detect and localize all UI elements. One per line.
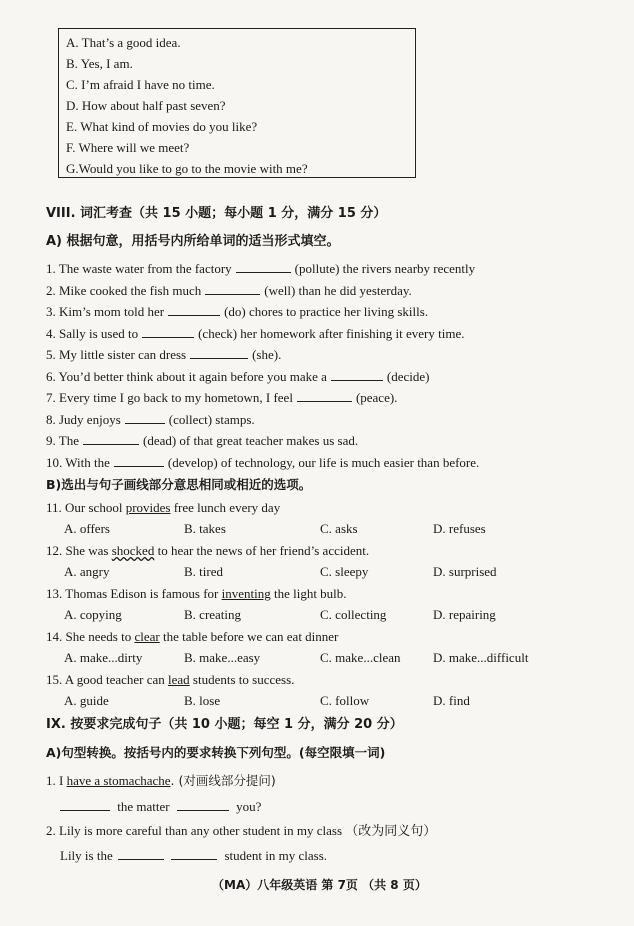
choice-option[interactable]: C. collecting [320, 607, 387, 622]
choice-question-underlined-word: shocked [111, 543, 155, 558]
choice-question-suffix: the light bulb. [270, 586, 347, 601]
answer-blank[interactable] [118, 846, 164, 860]
choice-option[interactable]: C. asks [320, 521, 358, 536]
choice-option[interactable]: A. angry [64, 564, 110, 579]
vocab-question [46, 367, 429, 386]
choice-option[interactable]: B. make...easy [184, 650, 261, 665]
vocab-question-hint: (dead) of that great teacher makes us sad. [142, 433, 359, 448]
answer-post-text: student in my class. [224, 848, 328, 863]
choice-question [46, 542, 369, 560]
choice-question-suffix: to hear the news of her friend’s accident. [154, 543, 370, 558]
dialogue-option: F. Where will we meet? [66, 140, 190, 155]
vocab-question [46, 345, 281, 364]
choice-question-suffix: free lunch every day [170, 500, 281, 515]
choice-question-prefix: 15. A good teacher can [46, 672, 169, 687]
vocab-question [46, 302, 428, 321]
vocab-question-hint: (decide) [386, 368, 430, 384]
choice-option[interactable]: A. copying [64, 607, 122, 622]
choice-question-prefix: 12. She was [46, 543, 112, 558]
choice-question-prefix: 11. Our school [46, 500, 126, 515]
dialogue-option: B. Yes, I am. [66, 56, 133, 71]
answer-blank[interactable] [83, 431, 139, 445]
question-9-1-underlined: have a stomachache [66, 773, 171, 788]
answer-blank[interactable] [297, 388, 352, 402]
choice-option[interactable]: A. offers [64, 521, 110, 536]
choice-question [46, 585, 347, 603]
answer-blank[interactable] [171, 846, 217, 860]
vocab-question-text: 2. Mike cooked the fish much [46, 282, 202, 298]
choice-question-prefix: 13. Thomas Edison is famous for [46, 586, 222, 601]
choice-option[interactable]: B. takes [184, 521, 226, 536]
choice-option[interactable]: B. lose [184, 693, 221, 708]
vocab-question-text: 4. Sally is used to [46, 325, 139, 341]
question-9-1-answer [60, 797, 261, 816]
choice-option[interactable]: A. guide [64, 693, 109, 708]
vocab-question-hint: (collect) stamps. [168, 411, 255, 427]
vocab-question-hint: (well) than he did yesterday. [264, 282, 412, 298]
dialogue-option: E. What kind of movies do you like? [66, 119, 258, 134]
choice-option[interactable]: C. sleepy [320, 564, 369, 579]
question-9-1 [46, 772, 276, 790]
vocab-question-hint: (check) her homework after finishing it every time. [198, 325, 465, 341]
vocab-question [46, 388, 397, 407]
question-9-1-prefix: 1. I [46, 773, 67, 788]
answer-blank[interactable] [114, 453, 164, 467]
question-9-2-answer [60, 846, 327, 865]
answer-blank[interactable] [331, 367, 383, 381]
section-9-part-a-title: A)句型转换。按括号内的要求转换下列句型。(每空限填一词) [46, 745, 386, 760]
question-9-2 [46, 822, 436, 840]
vocab-question [46, 259, 475, 278]
answer-blank[interactable] [142, 324, 194, 338]
vocab-question [46, 281, 412, 300]
section-9-title: IX. 按要求完成句子（共 10 小题；每空 1 分，满分 20 分） [46, 717, 403, 732]
vocab-question-hint: (peace). [355, 390, 398, 405]
vocab-question-text: 3. Kim’s mom told her [46, 304, 165, 319]
choice-question-underlined-word: lead [168, 672, 190, 687]
answer-pre-text: Lily is the [60, 848, 113, 863]
choice-option[interactable]: D. make...difficult [433, 650, 529, 665]
dialogue-option: G.Would you like to go to the movie with me? [66, 161, 308, 176]
answer-blank[interactable] [177, 797, 229, 811]
page-footer: （MA）八年级英语 第 7页 （共 8 页） [212, 878, 427, 892]
vocab-question [46, 324, 465, 343]
vocab-question [46, 453, 479, 472]
choice-question-suffix: students to success. [189, 672, 295, 687]
dialogue-option: A. That’s a good idea. [66, 35, 181, 50]
choice-question-prefix: 14. She needs to [46, 629, 135, 644]
choice-option[interactable]: A. make...dirty [64, 650, 143, 665]
question-9-1-suffix: . (对画线部分提问) [170, 773, 276, 788]
dialogue-options-box [58, 28, 416, 178]
vocab-question-text: 7. Every time I go back to my hometown, I feel [46, 390, 293, 405]
choice-option[interactable]: B. creating [184, 607, 242, 622]
choice-option[interactable]: B. tired [184, 564, 223, 579]
choice-option[interactable]: D. refuses [433, 521, 486, 536]
choice-question-underlined-word: provides [125, 500, 171, 515]
answer-end-text: you? [236, 799, 262, 814]
answer-blank[interactable] [236, 259, 291, 273]
choice-question [46, 499, 280, 517]
vocab-question-text: 5. My little sister can dress [46, 347, 187, 362]
vocab-question [46, 410, 255, 429]
choice-option[interactable]: C. follow [320, 693, 370, 708]
answer-blank[interactable] [190, 345, 248, 359]
choice-question [46, 671, 294, 689]
choice-question-suffix: the table before we can eat dinner [159, 629, 339, 644]
answer-mid-text: the matter [117, 799, 170, 814]
choice-option[interactable]: D. find [433, 693, 470, 708]
section-8-title: VIII. 词汇考查（共 15 小题；每小题 1 分，满分 15 分） [46, 206, 387, 221]
choice-option[interactable]: D. surprised [433, 564, 497, 579]
vocab-question-text: 1. The waste water from the factory [46, 261, 232, 276]
question-9-2-text: 2. Lily is more careful than any other student in my class （改为同义句） [46, 823, 437, 838]
answer-blank[interactable] [125, 410, 165, 424]
vocab-question-hint: (do) chores to practice her living skills. [224, 304, 429, 319]
vocab-question-hint: (she). [252, 347, 282, 362]
choice-option[interactable]: D. repairing [433, 607, 496, 622]
dialogue-option: C. I’m afraid I have no time. [66, 77, 215, 92]
answer-blank[interactable] [168, 302, 220, 316]
choice-question-underlined-word: clear [134, 629, 160, 644]
vocab-question-text: 6. You’d better think about it again before you make a [46, 368, 327, 384]
vocab-question-text: 8. Judy enjoys [46, 411, 121, 427]
vocab-question-hint: (develop) of technology, our life is much easier than before. [167, 454, 480, 470]
vocab-question-text: 10. With the [46, 454, 110, 470]
choice-question-underlined-word: inventing [221, 586, 271, 601]
answer-blank[interactable] [205, 281, 260, 295]
choice-question [46, 628, 338, 646]
dialogue-option: D. How about half past seven? [66, 98, 226, 113]
vocab-question-hint: (pollute) the rivers nearby recently [294, 261, 476, 276]
section-8-part-b-title: B)选出与句子画线部分意思相同或相近的选项。 [46, 477, 312, 492]
answer-blank[interactable] [60, 797, 110, 811]
section-8-part-a-title: A) 根据句意，用括号内所给单词的适当形式填空。 [46, 234, 340, 249]
choice-option[interactable]: C. make...clean [320, 650, 401, 665]
vocab-question [46, 431, 358, 450]
vocab-question-text: 9. The [46, 433, 79, 448]
